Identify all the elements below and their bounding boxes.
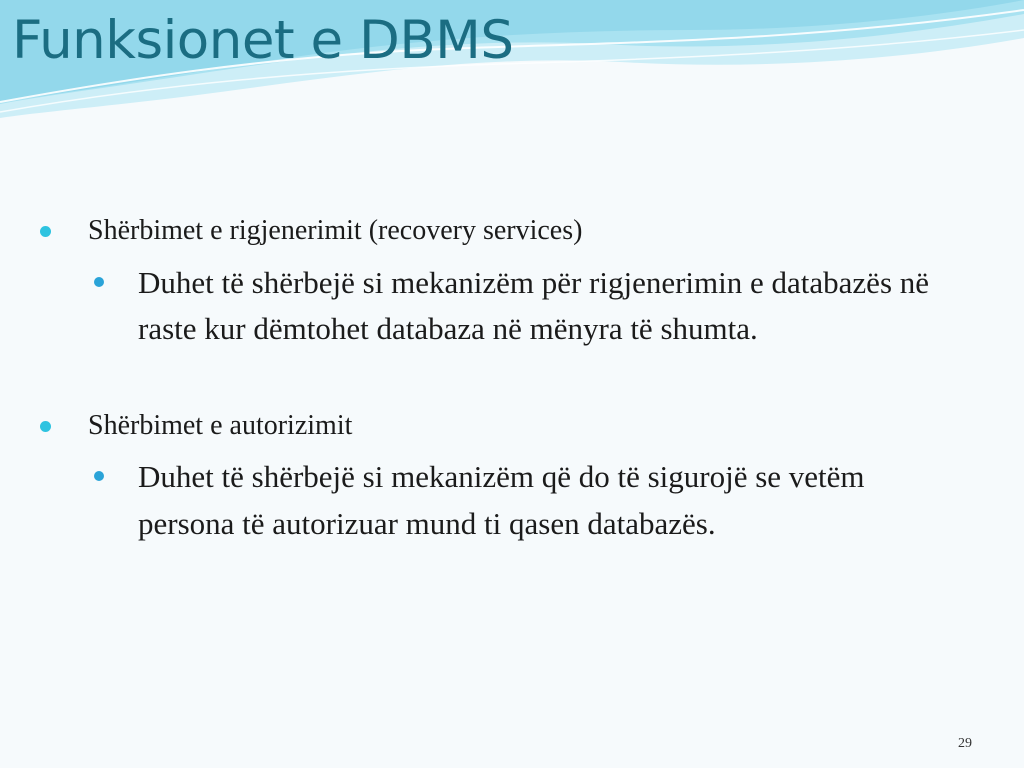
page-number: 29 [958,736,972,751]
sub-bullet-recovery-description [138,260,968,353]
bullet-dot-icon [40,421,51,432]
bullet-dot-icon [94,471,104,481]
bullet-authorization-services [40,409,980,443]
slide-title: Funksionet e DBMS [12,10,514,71]
sub-bullet-text: Duhet të shërbejë si mekanizëm që do të sigurojë se vetëm persona të autorizuar mund ti qasen databazës. [138,459,865,541]
bullet-dot-icon [40,226,51,237]
bullet-text: Shërbimet e rigjenerimit (recovery services) [88,215,583,246]
bullet-dot-icon [94,277,104,287]
bullet-recovery-services [40,214,980,248]
slide-content [40,214,980,547]
sub-bullet-authorization-description [138,454,968,547]
bullet-text: Shërbimet e autorizimit [88,409,353,441]
sub-bullet-text: Duhet të shërbejë si mekanizëm për rigjenerimin e databazës në raste kur dëmtohet databaza në mënyra të shumta. [138,264,930,347]
